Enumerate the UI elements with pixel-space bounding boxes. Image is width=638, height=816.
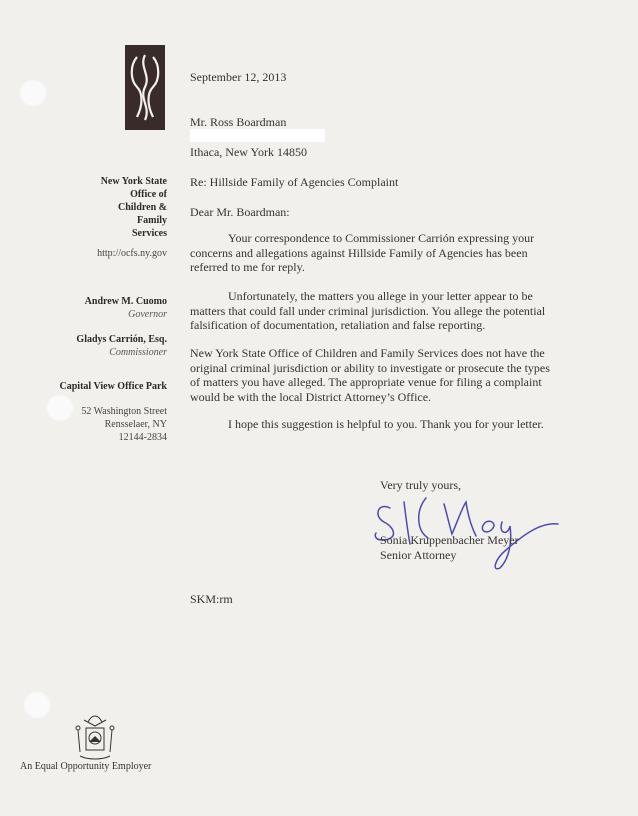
office-name: Capital View Office Park: [59, 381, 167, 392]
recipient-city: Ithaca, New York 14850: [190, 145, 307, 159]
commissioner-block: [20, 333, 167, 359]
body-paragraph: Your correspondence to Commissioner Carrión expressing your concerns and allegations against Hillside Family of Agencies has been referred to me for reply.: [190, 231, 535, 274]
salutation: Dear Mr. Boardman:: [190, 205, 290, 219]
commissioner-name: Gladys Carrión, Esq.: [76, 334, 167, 345]
agency-name-block: [20, 175, 167, 240]
commissioner-title: Commissioner: [109, 347, 167, 358]
governor-title: Governor: [128, 309, 167, 320]
ocfs-logo-icon: [125, 45, 165, 130]
governor-block: [20, 295, 167, 321]
body-paragraph: Unfortunately, the matters you allege in your letter appear to be matters that could fall under criminal jurisdiction. You allege the potential falsification of documentation, retaliation and false reporting.: [190, 289, 546, 332]
body-paragraph: New York State Office of Children and Family Services does not have the original criminal jurisdiction or ability to investigate or prosecute the types of matters you have alleged. The appropriate venue for filing a complaint would be with the local District Attorney’s Office.: [190, 346, 550, 404]
address-line: 52 Washington Street: [81, 406, 167, 417]
new-york-state-seal-icon: [72, 712, 118, 762]
equal-opportunity-statement: An Equal Opportunity Employer: [20, 761, 152, 772]
governor-name: Andrew M. Cuomo: [84, 296, 167, 307]
agency-line: Family: [137, 215, 167, 226]
letter-date: September 12, 2013: [190, 70, 287, 84]
agency-website: http://ocfs.ny.gov: [97, 248, 167, 259]
signer-title: Senior Attorney: [380, 548, 457, 562]
office-address: [20, 405, 167, 444]
agency-line: Office of: [130, 189, 167, 200]
reference-initials: SKM:rm: [190, 592, 233, 606]
closing: Very truly yours,: [380, 478, 461, 492]
agency-line: New York State: [100, 176, 167, 187]
punch-hole-bottom: [22, 690, 52, 720]
signer-name: Sonia Kruppenbacher Meyer: [380, 533, 519, 547]
punch-hole-top: [18, 78, 48, 108]
address-line: Rensselaer, NY: [104, 419, 167, 430]
re-line: Re: Hillside Family of Agencies Complaint: [190, 175, 399, 189]
agency-line: Children &: [118, 202, 167, 213]
recipient-name: Mr. Ross Boardman: [190, 115, 287, 129]
address-line: 12144-2834: [118, 432, 167, 443]
redacted-street-address: [190, 129, 325, 142]
body-paragraph: I hope this suggestion is helpful to you. Thank you for your letter.: [228, 417, 544, 431]
agency-line: Services: [132, 228, 167, 239]
